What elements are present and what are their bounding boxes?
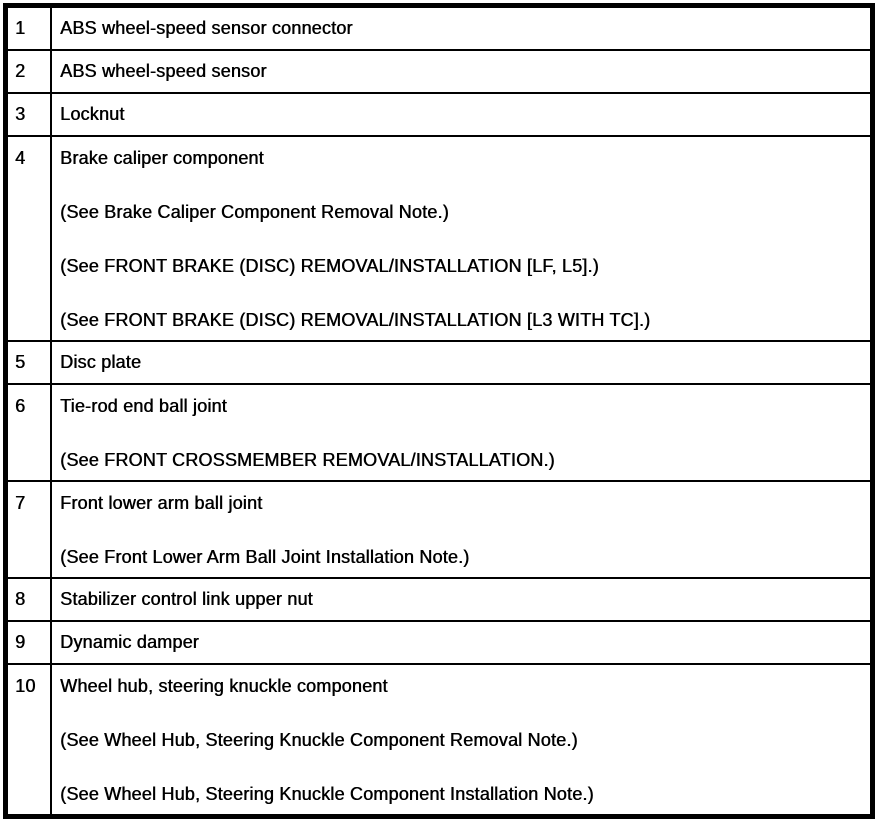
part-description-text: ABS wheel-speed sensor connector — [60, 18, 353, 38]
part-description-text: Wheel hub, steering knuckle component — [60, 676, 388, 696]
part-description-text: Stabilizer control link upper nut — [60, 589, 313, 609]
parts-table-body — [6, 6, 873, 817]
part-description-cell — [51, 384, 873, 481]
part-description-text: Dynamic damper — [60, 632, 199, 652]
table-row — [6, 93, 873, 136]
table-row — [6, 384, 873, 481]
part-description-cell — [51, 481, 873, 578]
table-row — [6, 6, 873, 51]
part-description-cell — [51, 621, 873, 664]
table-row — [6, 621, 873, 664]
see-reference-note: (See Wheel Hub, Steering Knuckle Component Installation Note.) — [60, 784, 594, 804]
part-description-text: Locknut — [60, 104, 125, 124]
part-number-cell: 7 — [6, 481, 52, 578]
part-description-cell — [51, 664, 873, 817]
table-row — [6, 136, 873, 341]
part-description-cell — [51, 136, 873, 341]
see-reference-note: (See Wheel Hub, Steering Knuckle Component Removal Note.) — [60, 730, 578, 750]
see-reference-note: (See FRONT BRAKE (DISC) REMOVAL/INSTALLATION [LF, L5].) — [60, 256, 599, 276]
table-row — [6, 578, 873, 621]
part-description-cell — [51, 578, 873, 621]
table-row — [6, 664, 873, 817]
part-description-cell — [51, 341, 873, 384]
part-description-cell — [51, 50, 873, 93]
see-reference-note: (See Brake Caliper Component Removal Note.) — [60, 202, 449, 222]
part-description-cell — [51, 93, 873, 136]
part-number-cell: 8 — [6, 578, 52, 621]
part-description-text: Tie-rod end ball joint — [60, 396, 227, 416]
part-number-cell: 5 — [6, 341, 52, 384]
part-description-text: Disc plate — [60, 352, 142, 372]
part-number-cell: 2 — [6, 50, 52, 93]
part-number-cell: 9 — [6, 621, 52, 664]
see-reference-note: (See FRONT CROSSMEMBER REMOVAL/INSTALLATION.) — [60, 450, 555, 470]
table-row — [6, 481, 873, 578]
part-description-text: ABS wheel-speed sensor — [60, 61, 267, 81]
part-number-cell: 6 — [6, 384, 52, 481]
part-description-cell — [51, 6, 873, 51]
part-number-cell: 4 — [6, 136, 52, 341]
part-description-text: Brake caliper component — [60, 148, 264, 168]
part-number-cell: 1 — [6, 6, 52, 51]
see-reference-note: (See Front Lower Arm Ball Joint Installation Note.) — [60, 547, 470, 567]
part-number-cell: 10 — [6, 664, 52, 817]
part-number-cell: 3 — [6, 93, 52, 136]
see-reference-note: (See FRONT BRAKE (DISC) REMOVAL/INSTALLATION [L3 WITH TC].) — [60, 310, 651, 330]
part-description-text: Front lower arm ball joint — [60, 493, 263, 513]
table-row — [6, 341, 873, 384]
parts-legend-table — [3, 3, 875, 819]
table-row — [6, 50, 873, 93]
